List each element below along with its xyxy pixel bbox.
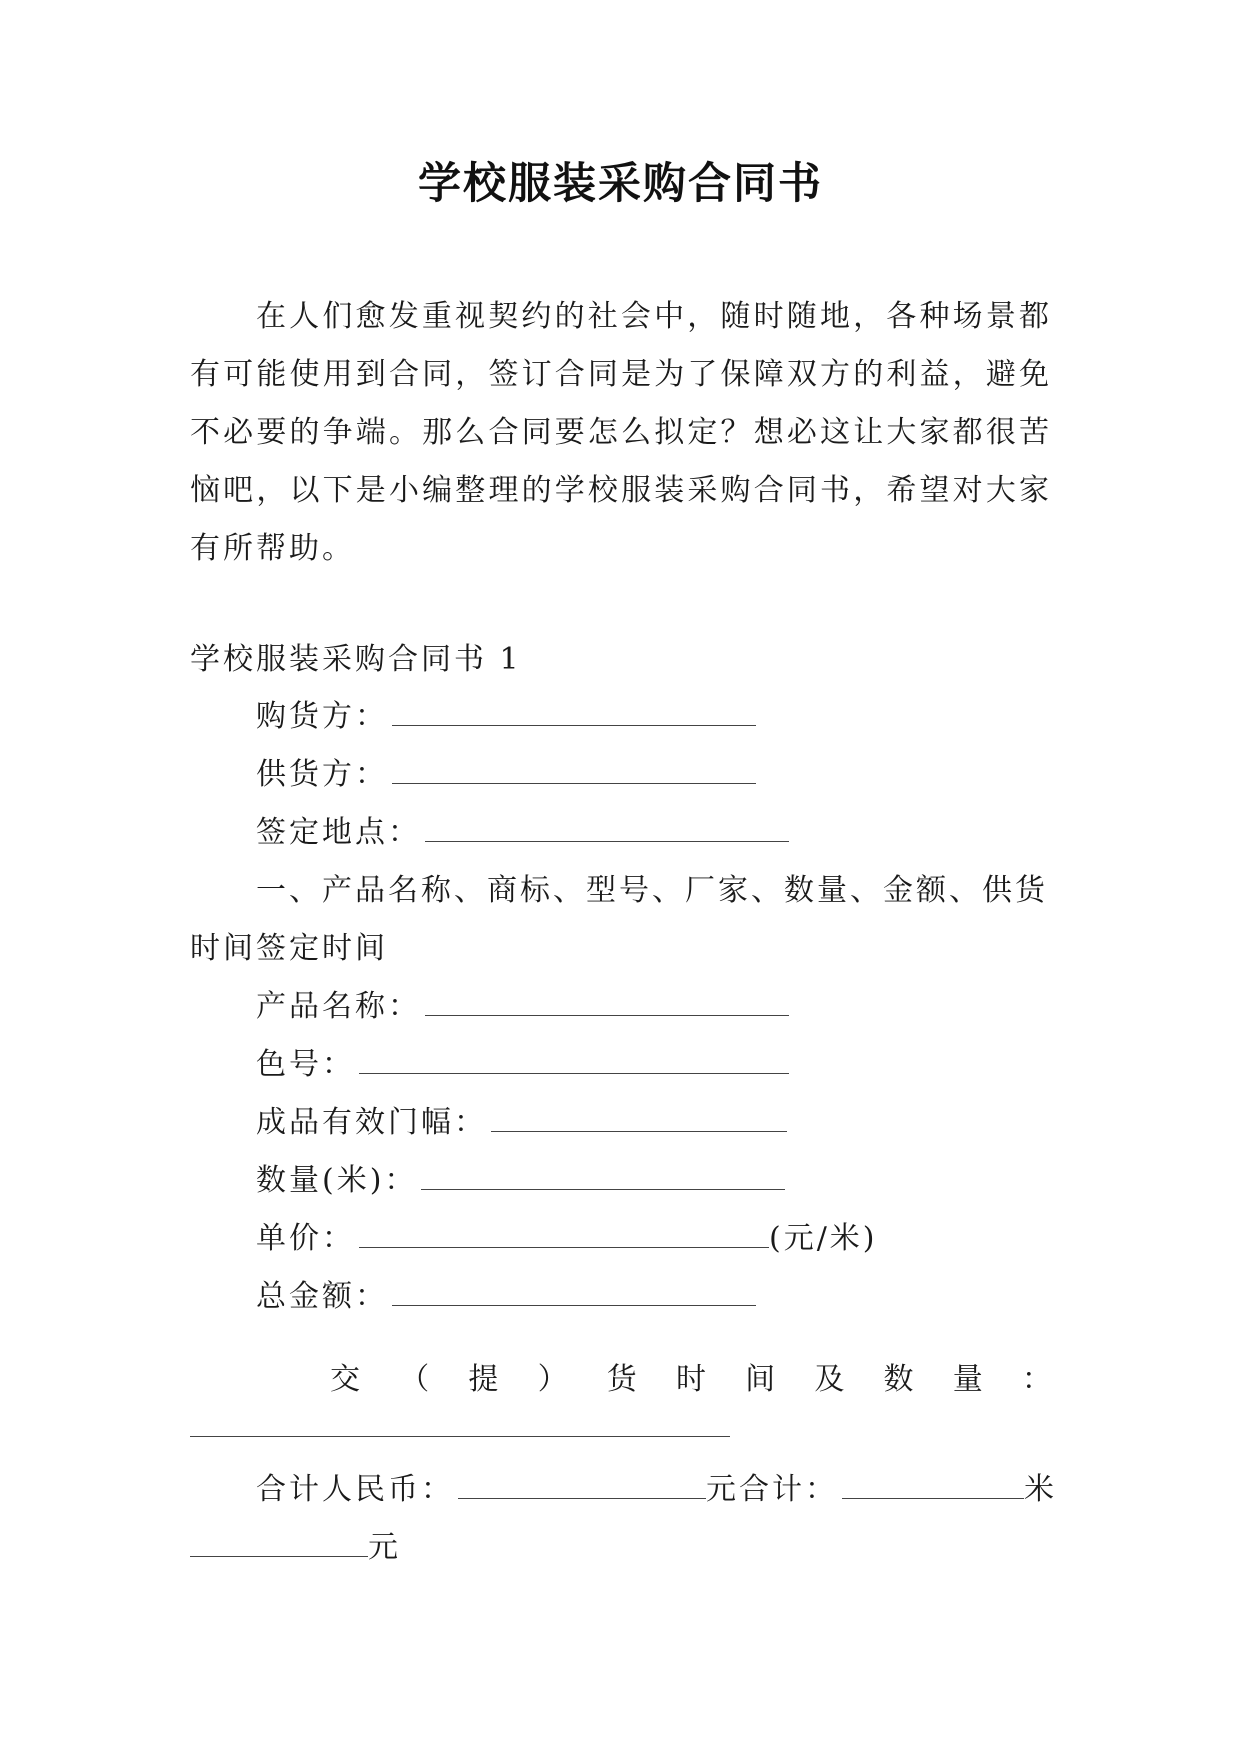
color-number-field [256,1045,789,1085]
meter-label: 米 [1024,1472,1057,1507]
total-yuan-row [190,1528,401,1568]
delivery-char: 及 [814,1362,845,1397]
intro-paragraph: 在人们愈发重视契约的社会中，随时随地，各种场景都有可能使用到合同，签订合同是为了保障双方的利益，避免不必要的争端。那么合同要怎么拟定？想必这让大家都很苦恼吧，以下是小编整理的学校服装采购合同书，希望对大家有所帮助。 [190,299,1052,566]
yuan-label: 元 [368,1530,401,1565]
unit-price-label: 单价： [256,1221,355,1256]
signing-place-blank [425,815,789,842]
total-rmb-field [256,1470,1057,1510]
document-title: 学校服装采购合同书 [418,159,823,209]
delivery-char: 货 [606,1362,637,1397]
delivery-char: 量 [952,1362,983,1397]
effective-width-label: 成品有效门幅： [256,1105,487,1140]
product-name-label: 产品名称： [256,989,421,1024]
total-meter-blank [842,1472,1024,1499]
delivery-char: ： [1021,1362,1052,1397]
supplier-blank [392,757,756,784]
effective-width-field [256,1103,787,1143]
signing-place-label: 签定地点： [256,815,421,850]
supplier-field [256,755,756,795]
supplier-label: 供货方： [256,757,388,792]
effective-width-blank [491,1105,787,1132]
delivery-char: 交 [330,1362,360,1397]
clause-one-line2: 时间签定时间 [190,931,388,966]
unit-price-blank [359,1221,769,1248]
delivery-char: （ [399,1362,430,1397]
product-name-field [256,987,789,1027]
total-amount-blank [392,1279,756,1306]
total-rmb-label: 合计人民币： [256,1472,454,1507]
color-number-label: 色号： [256,1047,355,1082]
total-amount-field [256,1277,756,1317]
delivery-time-blank-row [190,1408,730,1448]
product-name-blank [425,989,789,1016]
total-yuan-blank [190,1530,368,1557]
yuan-total-label: 元合计： [706,1472,838,1507]
total-amount-label: 总金额： [256,1279,388,1314]
buyer-blank [392,699,756,726]
buyer-field [256,697,756,737]
quantity-field [256,1161,785,1201]
delivery-char: 时 [675,1362,706,1397]
color-number-blank [359,1047,789,1074]
delivery-time-label [330,1354,1052,1398]
unit-price-field [256,1219,878,1259]
section-heading: 学校服装采购合同书 1 [190,642,522,677]
delivery-char: 间 [745,1362,776,1397]
delivery-char: ） [537,1362,568,1397]
delivery-time-blank [190,1410,730,1437]
clause-one-line1: 一、产品名称、商标、型号、厂家、数量、金额、供货 [256,873,1048,908]
delivery-char: 数 [883,1362,914,1397]
signing-place-field [256,813,789,853]
delivery-char: 提 [468,1362,499,1397]
quantity-blank [421,1163,785,1190]
total-rmb-blank [458,1472,706,1499]
unit-price-suffix: (元/米) [769,1221,878,1256]
quantity-label: 数量(米)： [256,1163,418,1198]
buyer-label: 购货方： [256,699,388,734]
